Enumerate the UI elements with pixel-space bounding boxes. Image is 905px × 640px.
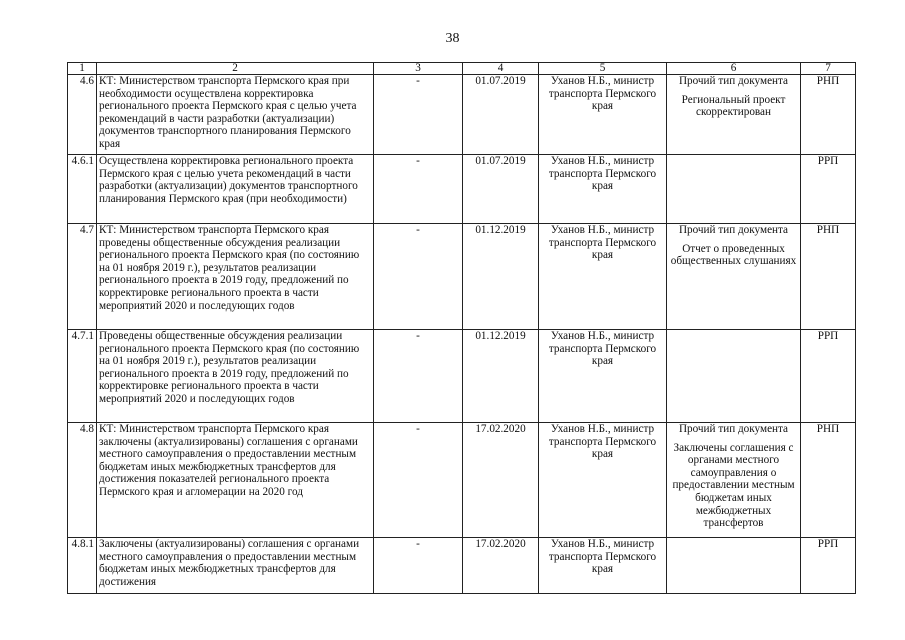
row-document-result: Региональный проект скорректирован	[681, 93, 786, 119]
row-end-date: 01.12.2019	[463, 224, 539, 330]
table-row	[68, 224, 856, 330]
row-start: -	[374, 224, 463, 330]
row-document-cell	[667, 330, 801, 423]
row-number: 4.7.1	[68, 330, 97, 423]
row-document-cell	[667, 75, 801, 155]
column-header: 5	[539, 63, 667, 75]
row-document-type: Прочий тип документа	[678, 75, 789, 87]
row-description: КТ: Министерством транспорта Пермского края проведены общественные обсуждения реализации регионального проекта Пермского края (по состоянию на 01 ноября 2019 г.), результатов реализации регионального проекта в 2019 году, предложений по корректировке регионального проекта в части мероприятий 2020 и последующих годов	[97, 224, 374, 330]
table-row	[68, 538, 856, 594]
row-end-date: 01.12.2019	[463, 330, 539, 423]
row-level: РНП	[801, 224, 856, 330]
page-number: 38	[445, 31, 460, 46]
row-start: -	[374, 538, 463, 594]
table-row	[68, 423, 856, 538]
row-end-date: 01.07.2019	[463, 155, 539, 224]
row-number: 4.6	[68, 75, 97, 155]
column-header: 3	[374, 63, 463, 75]
column-header: 1	[68, 63, 97, 75]
column-header: 6	[667, 63, 801, 75]
row-document-cell	[667, 538, 801, 594]
row-responsible: Уханов Н.Б., министр транспорта Пермского края	[539, 75, 667, 155]
row-document-result: Заключены соглашения с органами местного самоуправления о предоставлении местным бюджетам иных межбюджетных трансфертов	[672, 441, 795, 530]
table-row	[68, 330, 856, 423]
row-end-date: 17.02.2020	[463, 538, 539, 594]
row-number: 4.8.1	[68, 538, 97, 594]
row-document-cell	[667, 423, 801, 538]
row-responsible: Уханов Н.Б., министр транспорта Пермского края	[539, 155, 667, 224]
row-document-type: Прочий тип документа	[678, 423, 789, 435]
row-level: РРП	[801, 330, 856, 423]
row-level: РРП	[801, 155, 856, 224]
row-responsible: Уханов Н.Б., министр транспорта Пермского края	[539, 423, 667, 538]
row-number: 4.8	[68, 423, 97, 538]
row-document-result: Отчет о проведенных общественных слушаниях	[670, 242, 797, 268]
row-level: РНП	[801, 423, 856, 538]
row-start: -	[374, 155, 463, 224]
row-start: -	[374, 330, 463, 423]
row-description: Проведены общественные обсуждения реализации регионального проекта Пермского края (по состоянию на 01 ноября 2019 г.), результатов реализации регионального проекта в 2019 году, предложений по корректировке регионального проекта в части мероприятий 2020 и последующих годов	[97, 330, 374, 423]
row-start: -	[374, 423, 463, 538]
row-responsible: Уханов Н.Б., министр транспорта Пермского края	[539, 330, 667, 423]
row-document-cell	[667, 155, 801, 224]
row-responsible: Уханов Н.Б., министр транспорта Пермского края	[539, 538, 667, 594]
row-start: -	[374, 75, 463, 155]
project-plan-table	[67, 62, 856, 594]
column-header: 4	[463, 63, 539, 75]
row-description: Осуществлена корректировка регионального проекта Пермского края с целью учета рекомендаций в части разработки (актуализации) документов транспортного планирования Пермского края (при необходимости)	[97, 155, 374, 224]
column-header: 7	[801, 63, 856, 75]
row-document-cell	[667, 224, 801, 330]
row-number: 4.6.1	[68, 155, 97, 224]
row-end-date: 01.07.2019	[463, 75, 539, 155]
table-row	[68, 155, 856, 224]
row-number: 4.7	[68, 224, 97, 330]
row-description: КТ: Министерством транспорта Пермского края при необходимости осуществлена корректировка регионального проекта Пермского края с целью учета рекомендаций в части разработки (актуализации) документов транспортного планирования Пермского края	[97, 75, 374, 155]
table-row	[68, 75, 856, 155]
row-end-date: 17.02.2020	[463, 423, 539, 538]
row-document-type: Прочий тип документа	[678, 224, 789, 236]
row-level: РНП	[801, 75, 856, 155]
row-responsible: Уханов Н.Б., министр транспорта Пермского края	[539, 224, 667, 330]
row-description: КТ: Министерством транспорта Пермского края заключены (актуализированы) соглашения с органами местного самоуправления о предоставлении местным бюджетам иных межбюджетных трансфертов для достижения показателей регионального проекта Пермского края и агломерации на 2020 год	[97, 423, 374, 538]
column-header: 2	[97, 63, 374, 75]
row-level: РРП	[801, 538, 856, 594]
column-number-row	[68, 63, 856, 75]
row-description: Заключены (актуализированы) соглашения с органами местного самоуправления о предоставлении местным бюджетам иных межбюджетных трансфертов для достижения	[97, 538, 374, 594]
